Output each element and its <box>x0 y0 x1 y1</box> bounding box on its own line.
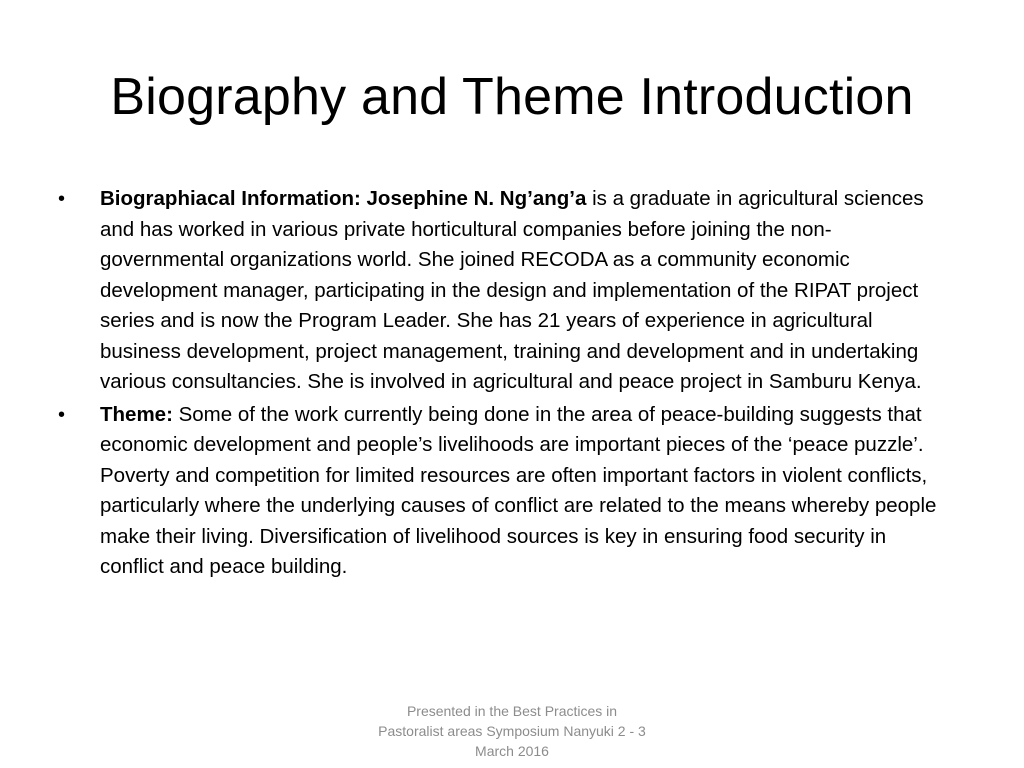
slide-title: Biography and Theme Introduction <box>110 68 914 126</box>
footer-line-2: Pastoralist areas Symposium Nanyuki 2 - 3 <box>378 723 646 739</box>
bullet-lead-biography: Biographiacal Information: Josephine N. Ng’ang’a <box>100 187 587 210</box>
bullet-item-theme <box>54 400 954 583</box>
footer-line-3: March 2016 <box>475 743 549 759</box>
bullet-lead-theme: Theme: <box>100 402 173 426</box>
slide-footer <box>312 701 712 761</box>
bullet-icon: • <box>58 403 66 426</box>
footer-line-1: Presented in the Best Practices in <box>406 703 618 719</box>
bullet-text-biography: is a graduate in agricultural sciences and has worked in various private horticultural companies before joining the non-governmental organizations world. She joined RECODA as a community economic development manager, participating in the design and implementation of the RIPAT project series and is now the Program Leader. She has 21 years of experience in agricultural business development, project management, training and development and in undertaking various consultancies. She is involved in agricultural and peace project in Samburu Kenya. <box>100 187 924 393</box>
bullet-icon: • <box>58 188 66 210</box>
bullet-list <box>54 184 954 585</box>
bullet-text-theme: Some of the work currently being done in the area of peace-building suggests that economic development and people’s livelihoods are important pieces of the ‘peace puzzle’. Poverty and competition for limited resources are often important factors in violent conflicts, particularly where the underlying causes of conflict are related to the means whereby people make their living. Diversification of livelihood sources is key in ensuring food security in conflict and peace building. <box>100 402 937 578</box>
bullet-item-biography <box>54 184 954 398</box>
